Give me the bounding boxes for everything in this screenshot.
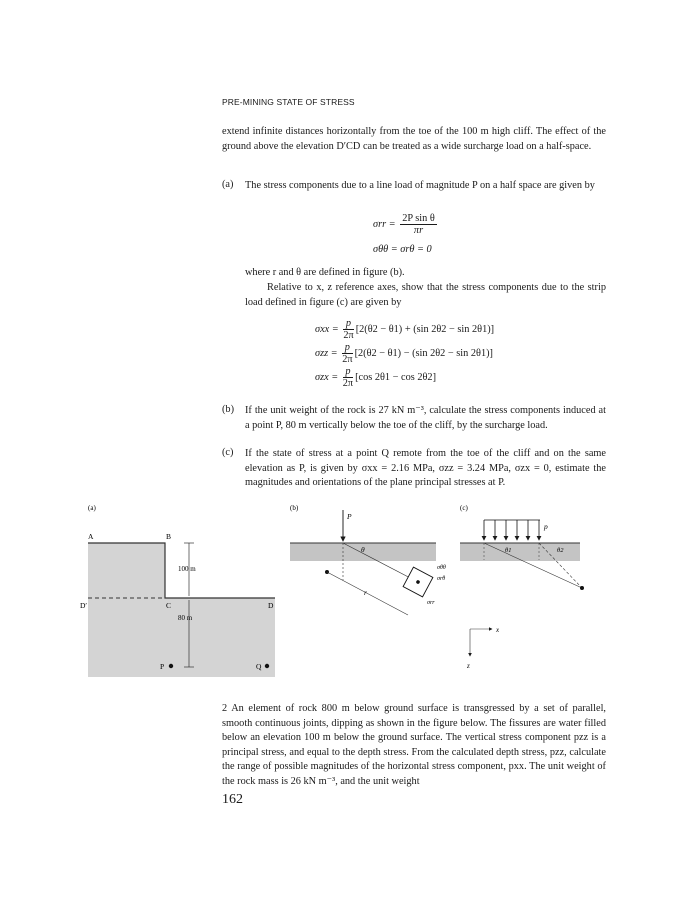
- equation-sigma-xx: [315, 318, 494, 341]
- point-Q: [265, 664, 269, 668]
- label-C: C: [166, 601, 172, 610]
- item-b-label: (b): [222, 404, 235, 415]
- sig-rth: σrθ: [437, 576, 446, 582]
- equation-sigma-zz: [315, 342, 493, 365]
- item-a-label: (a): [222, 179, 234, 190]
- label-B: B: [166, 532, 172, 541]
- item-a-text: The stress components due to a line load of magnitude P on a half space are given by: [245, 180, 595, 191]
- load-P-label: P: [347, 512, 352, 521]
- equation-sigma-zx: [315, 366, 436, 389]
- s3-rhs: [cos 2θ1 − cos 2θ2]: [355, 371, 436, 383]
- s2-den: 2π: [342, 354, 353, 365]
- theta-label: θ: [361, 545, 365, 554]
- s1-num: p: [343, 318, 353, 330]
- s2-lhs: σzz =: [315, 347, 338, 359]
- label-Q: Q: [256, 662, 262, 671]
- panel-b-label: (b): [290, 504, 299, 512]
- strip-p-label: p: [544, 522, 548, 531]
- s2-num: p: [342, 342, 352, 354]
- equation-sigma-thth: σθθ = σrθ = 0: [373, 244, 432, 255]
- label-Dprime: D′: [80, 601, 88, 610]
- problem-figure: [0, 500, 674, 690]
- s3-lhs: σzx =: [315, 371, 339, 383]
- panel-a-label: (a): [88, 504, 96, 512]
- item-c-text: If the state of stress at a point Q remote from the toe of the cliff and on the same elevation as P, is given by σxx = 2.16 MPa, σzz = 3.24 MPa, σzx = 0, estimate the magnitudes and orientations of the plane principal stresses at P.: [245, 448, 606, 489]
- running-header: PRE-MINING STATE OF STRESS: [222, 97, 355, 107]
- s1-lhs: σxx =: [315, 323, 339, 335]
- eq1-num: 2P sin θ: [402, 213, 435, 224]
- item-c-label: (c): [222, 447, 234, 458]
- theta2-label: θ2: [557, 547, 564, 554]
- s3-den: 2π: [342, 378, 354, 389]
- relative-text: Relative to x, z reference axes, show that the stress components due to the strip load defined in figure (c) are given by: [245, 282, 606, 308]
- eq1-den: πr: [413, 225, 424, 236]
- equation-sigma-rr: [373, 213, 439, 236]
- s3-num: p: [343, 366, 353, 378]
- paragraph-intro: extend infinite distances horizontally from the toe of the 100 m high cliff. The effect of the ground above the elevation D′CD can be treated as a wide surcharge load on a half-space.: [222, 126, 606, 152]
- r-dimension: [327, 572, 408, 615]
- strip-load-arrows: [484, 520, 539, 540]
- axis-x-label: x: [496, 626, 500, 634]
- page-number: 162: [222, 792, 243, 807]
- where-text: where r and θ are defined in figure (b).: [245, 267, 405, 278]
- label-P: P: [160, 662, 165, 671]
- dim-100m: 100 m: [178, 565, 196, 573]
- axis-z-label: z: [467, 662, 470, 670]
- point-c: [580, 586, 584, 590]
- s1-den: 2π: [343, 330, 354, 341]
- panel-c-label: (c): [460, 504, 468, 512]
- sig-rr: σrr: [427, 600, 435, 606]
- dim-80m: 80 m: [178, 614, 193, 622]
- problem-2-text: 2 An element of rock 800 m below ground surface is transgressed by a set of parallel, smooth continuous joints, dipping as shown in the figure below. The fissures are water filled below an elevation 100 m below the ground surface. The vertical stress component pzz is a principal stress, and equal to the depth stress. From the calculated depth stress, pzz, calculate the range of possible magnitudes of the horizontal stress component, pxx. The unit weight of the rock mass is 26 kN m⁻³, and the unit weight: [222, 703, 606, 787]
- item-b-text: If the unit weight of the rock is 27 kN m⁻³, calculate the stress components induced at a point P, 80 m vertically below the toe of the cliff, by the surcharge load.: [245, 405, 606, 431]
- theta1-label: θ1: [505, 547, 512, 554]
- s1-rhs: [2(θ2 − θ1) + (sin 2θ2 − sin 2θ1)]: [355, 323, 495, 335]
- s2-rhs: [2(θ2 − θ1) − (sin 2θ2 − sin 2θ1)]: [354, 347, 493, 359]
- eq1-lhs: σrr =: [373, 218, 396, 230]
- sig-thth: σθθ: [437, 565, 446, 571]
- point-P: [169, 664, 173, 668]
- cliff-rock-mass: [88, 543, 275, 677]
- label-A: A: [88, 532, 94, 541]
- label-D: D: [268, 601, 274, 610]
- r-label: r: [364, 588, 367, 597]
